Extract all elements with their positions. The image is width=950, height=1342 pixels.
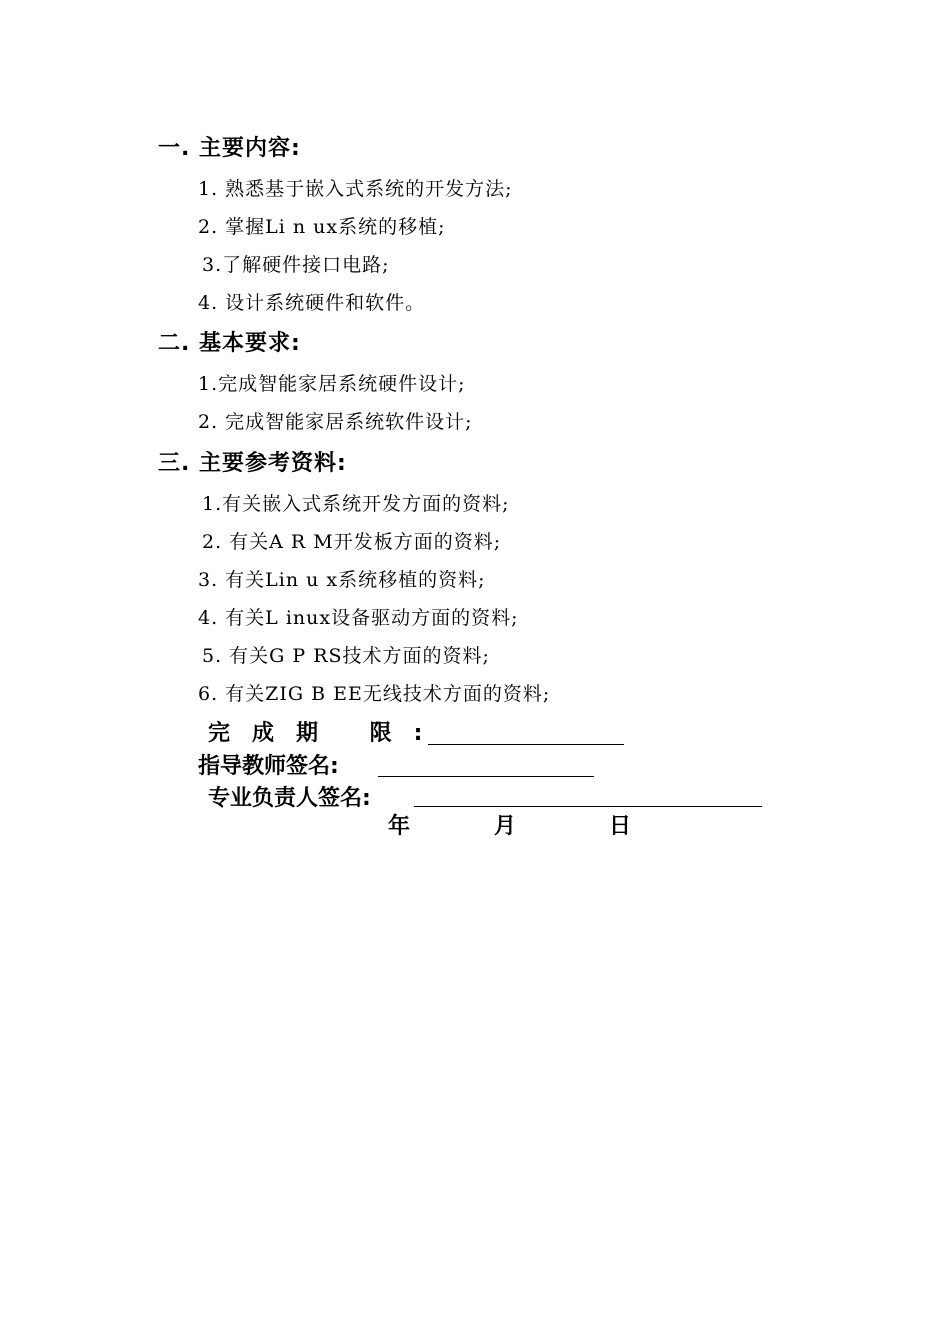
list-item: 2. 完成智能家居系统软件设计; — [198, 411, 473, 433]
list-item: 1. 熟悉基于嵌入式系统的开发方法; — [198, 178, 513, 200]
deadline-row — [208, 720, 444, 748]
list-item: 4. 有关L inux设备驱动方面的资料; — [198, 607, 519, 629]
head-row — [208, 785, 371, 813]
advisor-row — [198, 753, 339, 781]
deadline-label: 完成期 限: — [208, 721, 445, 746]
list-item: 1.完成智能家居系统硬件设计; — [198, 373, 466, 395]
date-year: 年 — [388, 814, 411, 839]
date-day: 日 — [609, 814, 632, 839]
list-item: 4. 设计系统硬件和软件。 — [198, 292, 426, 314]
deadline-line — [428, 744, 624, 745]
list-item: 3. 有关Lin u x系统移植的资料; — [198, 569, 486, 591]
section-heading-basic-requirements: 二. 基本要求: — [158, 331, 301, 356]
list-item: 6. 有关ZIG B EE无线技术方面的资料; — [198, 683, 551, 705]
advisor-signature-label: 指导教师签名: — [198, 754, 339, 779]
list-item: 5. 有关G P RS技术方面的资料; — [202, 645, 490, 667]
list-item: 1.有关嵌入式系统开发方面的资料; — [202, 493, 510, 515]
list-item: 3.了解硬件接口电路; — [202, 254, 390, 276]
list-item: 2. 有关A R M开发板方面的资料; — [202, 531, 502, 553]
date-month: 月 — [494, 814, 517, 839]
advisor-signature-line — [378, 776, 594, 777]
list-item: 2. 掌握Li n ux系统的移植; — [198, 216, 446, 238]
head-signature-label: 专业负责人签名: — [208, 786, 371, 811]
head-signature-line — [414, 806, 762, 807]
section-heading-references: 三. 主要参考资料: — [158, 451, 347, 476]
section-heading-main-content: 一. 主要内容: — [158, 136, 301, 161]
